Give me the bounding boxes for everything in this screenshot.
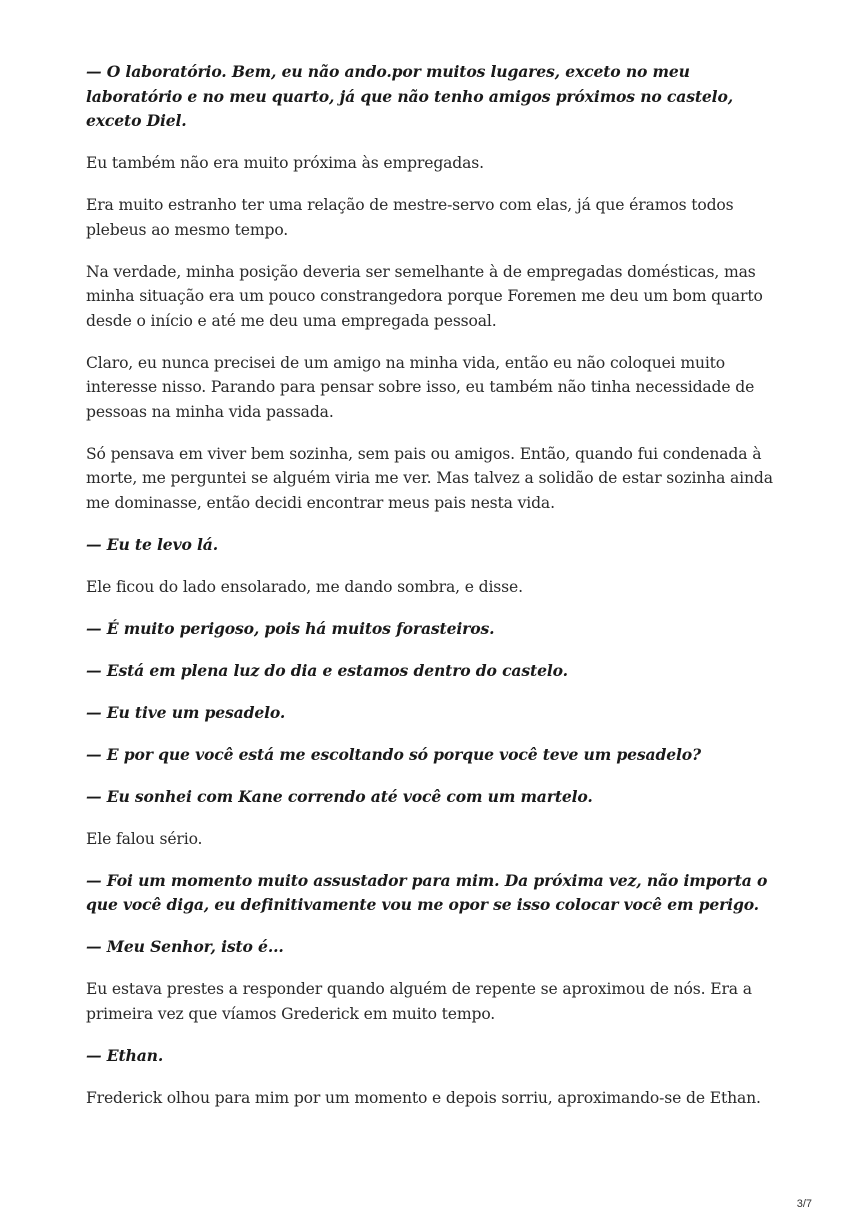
paragraph-dialogue: — Foi um momento muito assustador para mim. Da próxima vez, não importa o que você diga, eu definitivamente vou me opor se isso colocar você em perigo.: [86, 870, 768, 914]
paragraph-dialogue: — Eu sonhei com Kane correndo até você com um martelo.: [86, 786, 593, 806]
paragraph-dialogue: — Eu tive um pesadelo.: [86, 702, 286, 722]
paragraph-narration: Eu também não era muito próxima às empregadas.: [86, 154, 484, 172]
paragraph-dialogue: — Eu te levo lá.: [86, 534, 219, 554]
paragraph-narration: Frederick olhou para mim por um momento e depois sorriu, aproximando-se de Ethan.: [86, 1088, 761, 1107]
paragraph-narration: Era muito estranho ter uma relação de mestre-servo com elas, já que éramos todos plebeus ao mesmo tempo.: [86, 196, 734, 239]
paragraph-narration: Claro, eu nunca precisei de um amigo na minha vida, então eu não coloquei muito interesse nisso. Parando para pensar sobre isso, eu também não tinha necessidade de pessoas na minha vida passada.: [86, 353, 755, 421]
paragraph-narration: Eu estava prestes a responder quando alguém de repente se aproximou de nós. Era a primeira vez que víamos Grederick em muito tempo.: [86, 980, 752, 1023]
document-body: [86, 60, 786, 1128]
paragraph-narration: Ele falou sério.: [86, 829, 203, 848]
paragraph-dialogue: — É muito perigoso, pois há muitos forasteiros.: [86, 618, 495, 638]
paragraph-narration: Na verdade, minha posição deveria ser semelhante à de empregadas domésticas, mas minha situação era um pouco constrangedora porque Foremen me deu um bom quarto desde o início e até me deu uma empregada pessoal.: [86, 262, 763, 330]
paragraph-narration: Ele ficou do lado ensolarado, me dando sombra, e disse.: [86, 577, 523, 596]
paragraph-dialogue: — Ethan.: [86, 1045, 164, 1065]
paragraph-dialogue: — O laboratório. Bem, eu não ando.por muitos lugares, exceto no meu laboratório e no meu quarto, já que não tenho amigos próximos no castelo, exceto Diel.: [86, 62, 733, 130]
paragraph-dialogue: — Meu Senhor, isto é...: [86, 937, 284, 956]
paragraph-dialogue: — Está em plena luz do dia e estamos dentro do castelo.: [86, 660, 568, 680]
paragraph-narration: Só pensava em viver bem sozinha, sem pais ou amigos. Então, quando fui condenada à morte, me perguntei se alguém viria me ver. Mas talvez a solidão de estar sozinha ainda me dominasse, então decidi encontrar meus pais nesta vida.: [86, 444, 773, 512]
paragraph-dialogue: — E por que você está me escoltando só porque você teve um pesadelo?: [86, 744, 701, 764]
page-number: 3/7: [796, 1198, 812, 1210]
